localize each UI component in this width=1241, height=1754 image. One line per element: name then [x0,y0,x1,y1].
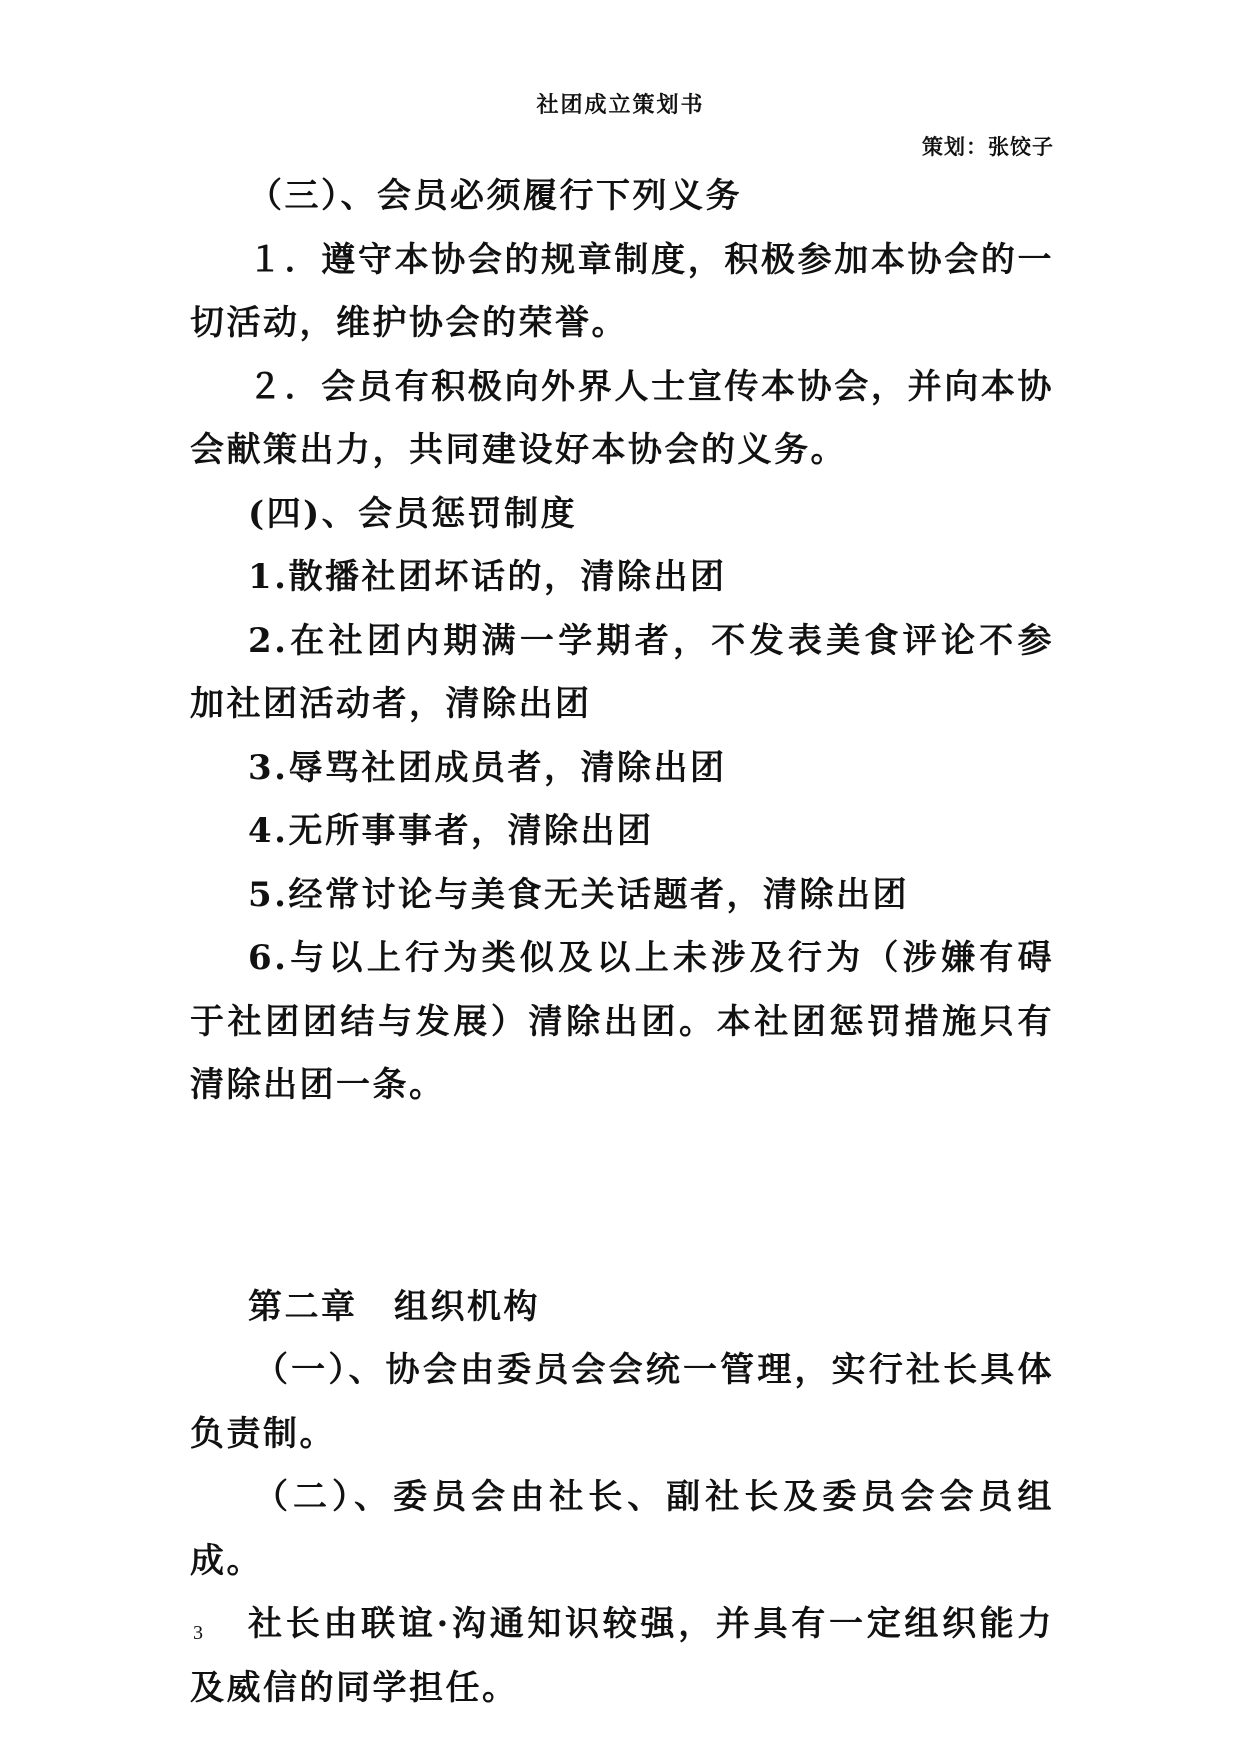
section-heading-obligations: （三）、会员必须履行下列义务 [248,176,742,216]
section-spacer [190,1118,1054,1276]
paragraph-penalty-3: 3.辱骂社团成员者，清除出团 [248,747,727,788]
paragraph-org-2: （二）、委员会由社长、副社长及委员会会员组成。 [190,1477,1054,1581]
paragraph-penalty-1: 1.散播社团坏话的，清除出团 [248,557,727,597]
document-header-title: 社团成立策划书 [536,92,705,118]
paragraph-obligation-2: ２．会员有积极向外界人士宣传本协会，并向本协会献策出力，共同建设好本协会的义务。 [190,366,1054,470]
chapter-heading: 第二章 组织机构 [248,1286,540,1327]
document-body [190,165,1054,1720]
paragraph-org-1: （一）、协会由委员会会统一管理，实行社长具体负责制。 [190,1350,1054,1454]
paragraph-penalty-6: 6.与以上行为类似及以上未涉及行为（涉嫌有碍于社团团结与发展）清除出团。本社团惩罚措施只有清除出团一条。 [190,938,1054,1105]
document-header-author: 策划：张饺子 [922,134,1054,159]
section-heading-penalties: (四)、会员惩罚制度 [248,493,578,534]
paragraph-penalty-5: 5.经常讨论与美食无关话题者，清除出团 [248,874,909,915]
paragraph-penalty-4: 4.无所事事者，清除出团 [248,811,654,851]
paragraph-penalty-2: 2.在社团内期满一学期者，不发表美食评论不参加社团活动者，清除出团 [190,620,1054,724]
paragraph-obligation-1: １．遵守本协会的规章制度，积极参加本协会的一切活动，维护协会的荣誉。 [190,239,1054,343]
page-number: 3 [193,1622,203,1644]
paragraph-president: 社长由联谊·沟通知识较强，并具有一定组织能力及威信的同学担任。 [190,1604,1054,1708]
